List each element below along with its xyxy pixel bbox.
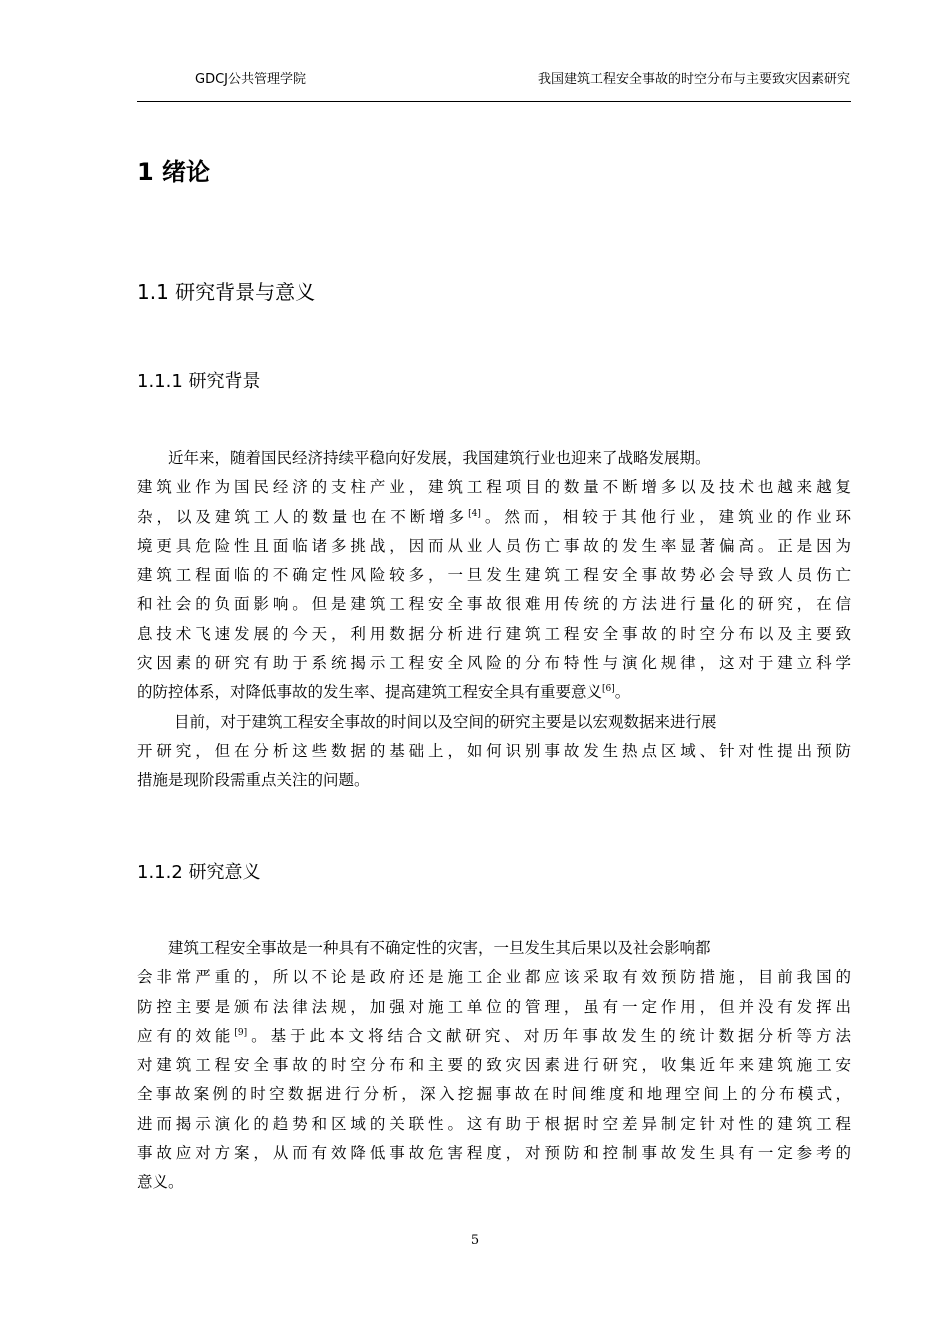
subsection-title-significance: 1.1.2 研究意义	[137, 862, 261, 883]
text-line: 和社会的负面影响。但是建筑工程安全事故很难用传统的方法进行量化的研究，在信	[137, 595, 851, 614]
text-line: 近年来，随着国民经济持续平稳向好发展，我国建筑行业也迎来了战略发展期。	[168, 449, 711, 467]
running-header-right: 我国建筑工程安全事故的时空分布与主要致灾因素研究	[537, 72, 850, 87]
running-header-left: GDCJ公共管理学院	[195, 72, 306, 87]
text-line: 建筑业作为国民经济的支柱产业，建筑工程项目的数量不断增多以及技术也越来越复	[137, 478, 851, 497]
text-span: 。然而，相较于其他行业，建筑业的作业环	[480, 507, 851, 526]
paragraph-background	[137, 444, 851, 796]
text-line: 建筑工程面临的不确定性风险较多，一旦发生建筑工程安全事故势必会导致人员伤亡	[137, 566, 851, 585]
paragraph-significance	[137, 934, 851, 1198]
text-span: 。基于此本文将结合文献研究、对历年事故发生的统计数据分析等方法	[247, 1026, 851, 1045]
section-title: 1.1 研究背景与意义	[137, 280, 316, 304]
text-span: 的防控体系，对降低事故的发生率、提高建筑工程安全具有重要意义	[137, 683, 603, 702]
text-line	[137, 678, 851, 707]
text-line: 息技术飞速发展的今天，利用数据分析进行建筑工程安全事故的时空分布以及主要致	[137, 624, 851, 643]
text-line: 目前，对于建筑工程安全事故的时间以及空间的研究主要是以宏观数据来进行展	[174, 712, 717, 731]
text-line: 全事故案例的时空数据进行分析，深入挖掘事故在时间维度和地理空间上的分布模式，	[137, 1085, 851, 1104]
citation-ref: [4]	[468, 508, 481, 519]
page-number: 5	[470, 1233, 480, 1248]
header-divider	[137, 101, 851, 102]
text-line: 建筑工程安全事故是一种具有不确定性的灾害，一旦发生其后果以及社会影响都	[168, 939, 711, 957]
text-line: 灾因素的研究有助于系统揭示工程安全风险的分布特性与演化规律，这对于建立科学	[137, 654, 851, 673]
chapter-title: 1 绪论	[137, 158, 211, 186]
text-span: 应有的效能	[137, 1026, 235, 1045]
text-line: 境更具危险性且面临诸多挑战，因而从业人员伤亡事故的发生率显著偏高。正是因为	[137, 536, 851, 555]
subsection-title-background: 1.1.1 研究背景	[137, 371, 261, 392]
text-line	[137, 503, 851, 532]
text-span: 。	[614, 683, 631, 702]
citation-ref: [6]	[602, 684, 615, 695]
text-line: 措施是现阶段需重点关注的问题。	[137, 771, 370, 790]
citation-ref: [9]	[234, 1027, 248, 1038]
text-line: 会非常严重的，所以不论是政府还是施工企业都应该采取有效预防措施，目前我国的	[137, 968, 851, 987]
text-line	[137, 1022, 851, 1051]
text-line: 开研究，但在分析这些数据的基础上，如何识别事故发生热点区域、针对性提出预防	[137, 741, 851, 760]
text-line: 意义。	[137, 1173, 184, 1192]
text-line: 事故应对方案，从而有效降低事故危害程度，对预防和控制事故发生具有一定参考的	[137, 1144, 851, 1163]
text-span: 杂，以及建筑工人的数量也在不断增多	[137, 507, 469, 526]
text-line: 进而揭示演化的趋势和区域的关联性。这有助于根据时空差异制定针对性的建筑工程	[137, 1114, 851, 1133]
text-line: 对建筑工程安全事故的时空分布和主要的致灾因素进行研究，收集近年来建筑施工安	[137, 1056, 851, 1075]
text-line: 防控主要是颁布法律法规，加强对施工单位的管理，虽有一定作用，但并没有发挥出	[137, 997, 851, 1016]
